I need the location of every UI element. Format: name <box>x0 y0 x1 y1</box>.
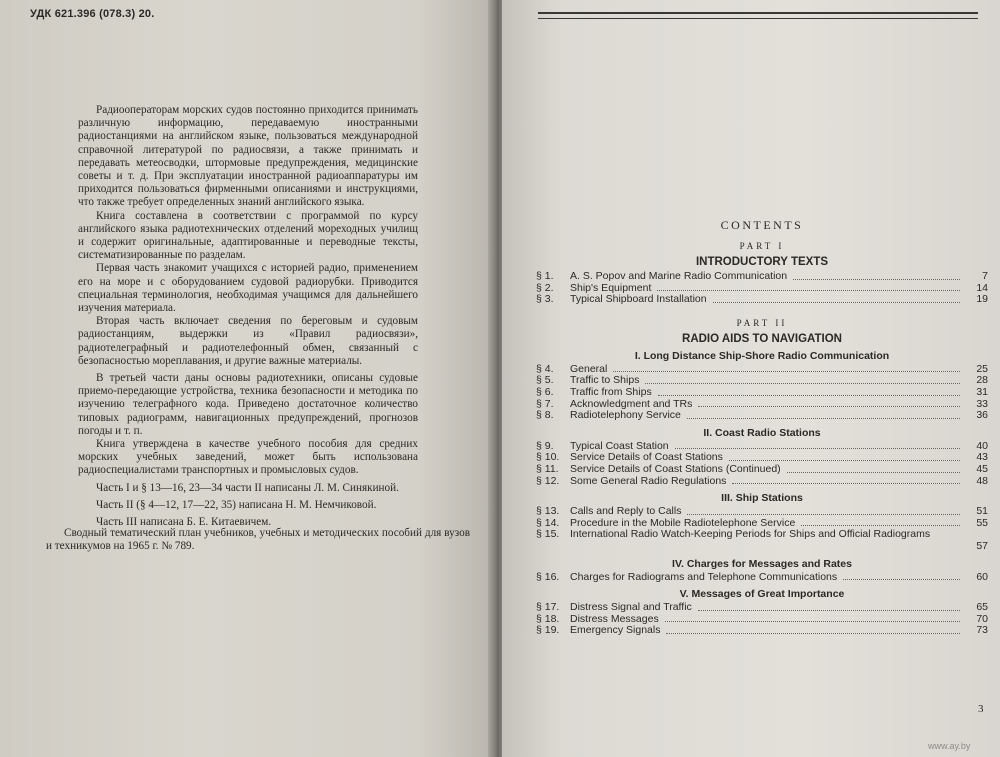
rule-thin <box>538 18 978 19</box>
annotation-text <box>78 104 418 529</box>
part-1-heading: INTRODUCTORY TEXTS <box>695 256 829 268</box>
dot-leader <box>801 525 960 526</box>
entry-number: § 19. <box>536 624 560 637</box>
dot-leader <box>729 460 960 461</box>
toc-entry <box>536 294 988 306</box>
entry-title: Distress Messages <box>570 612 659 625</box>
annotation-paragraph: Книга утверждена в качестве учебного пособия для средних морских учебных заведений, может быть использована радиоспециалистами транспортных и промысловых судов. <box>78 438 418 477</box>
entry-page: 60 <box>976 570 988 583</box>
entry-title: Service Details of Coast Stations <box>570 451 723 464</box>
section-heading: III. Ship Stations <box>721 492 803 505</box>
section-heading: I. Long Distance Ship-Shore Radio Communication <box>634 349 890 362</box>
left-page <box>0 0 492 757</box>
entry-number: § 17. <box>536 601 560 614</box>
entry-title: Typical Shipboard Installation <box>570 293 707 306</box>
entry-page: 19 <box>976 293 988 306</box>
toc-entry <box>536 506 988 518</box>
entry-title: Some General Radio Regulations <box>570 474 727 487</box>
dot-leader <box>787 472 960 473</box>
dot-leader <box>675 448 960 449</box>
watermark: www.ay.by <box>928 741 971 751</box>
entry-number: § 2. <box>536 281 554 294</box>
entry-number: § 16. <box>536 570 560 583</box>
dot-leader <box>687 418 960 419</box>
entry-page: 55 <box>976 516 988 529</box>
entry-page: 33 <box>976 397 988 410</box>
entry-title: A. S. Popov and Marine Radio Communication <box>570 270 788 282</box>
dot-leader <box>657 290 960 291</box>
entry-title: Calls and Reply to Calls <box>570 505 682 518</box>
annotation-paragraph: Первая часть знакомит учащихся с историей радио, применением его на море и с оборудованием судовой радиорубки. Приводится специальная терминология, необходимая учащимся для дальнейшего изучения материала. <box>78 262 418 315</box>
toc-entry <box>536 271 988 283</box>
entry-page: 25 <box>976 362 988 375</box>
entry-title: International Radio Watch-Keeping Periods for Ships and Official Radiograms <box>570 528 931 541</box>
section-heading: V. Messages of Great Importance <box>679 588 845 601</box>
dot-leader <box>698 610 960 611</box>
entry-title: Service Details of Coast Stations (Continued) <box>570 462 781 475</box>
entry-page: 7 <box>982 270 988 282</box>
entry-page: 40 <box>976 439 988 452</box>
toc-entry <box>536 476 988 488</box>
entry-number: § 14. <box>536 516 560 529</box>
toc-entry <box>536 572 988 584</box>
part-1-label: PART I <box>739 241 785 251</box>
toc-entry <box>536 529 988 541</box>
dot-leader <box>666 633 960 634</box>
authors-note: Часть III написана Б. Е. Китаевичем. <box>96 516 272 529</box>
dot-leader <box>658 395 960 396</box>
entry-number: § 4. <box>536 362 554 375</box>
entry-number: § 1. <box>536 270 554 282</box>
dot-leader <box>687 514 960 515</box>
dot-leader <box>613 371 960 372</box>
entry-page: 31 <box>976 385 988 398</box>
dot-leader <box>665 621 960 622</box>
entry-number: § 9. <box>536 439 554 452</box>
entry-number: § 13. <box>536 505 560 518</box>
entry-title: Ship's Equipment <box>570 281 652 294</box>
entry-page: 57 <box>976 539 988 552</box>
entry-page: 70 <box>976 612 988 625</box>
annotation-paragraph: Радиооператорам морских судов постоянно приходится принимать различную информацию, передаваемую иностранными радиостанциями на английском языке, пользоваться международной справочной литературой по радиосвязи, а также принимать и передавать метеосводки, штормовые предупреждения, медицинские советы и т. д. При эксплуатации иностранной радиоаппаратуры им приходится пользоваться фирменными описаниями и инструкциями, что также требует определенных знаний английского языка. <box>78 104 418 209</box>
entry-title: Acknowledgment and TRs <box>570 397 693 410</box>
dot-leader <box>843 579 960 580</box>
entry-title: Traffic to Ships <box>570 374 640 387</box>
entry-number: § 10. <box>536 451 560 464</box>
entry-title: Procedure in the Mobile Radiotelephone Service <box>570 516 796 529</box>
section-heading: IV. Charges for Messages and Rates <box>672 557 852 570</box>
toc-entry-page-line <box>536 541 988 553</box>
part-2-heading: RADIO AIDS TO NAVIGATION <box>682 332 842 345</box>
entry-number: § 15. <box>536 528 560 541</box>
entry-number: § 11. <box>536 462 559 475</box>
dot-leader <box>698 406 960 407</box>
annotation-paragraph: В третьей части даны основы радиотехники, описаны судовые приемо-передающие устройства, техника безопасности и методика по изучению телеграфного кода. Приведено достаточное количество типовых радиограмм, навигационных предупреждений, прогнозов погоды и т. п. <box>78 372 418 437</box>
entry-title: Charges for Radiograms and Telephone Communications <box>570 570 838 583</box>
entry-page: 65 <box>976 601 988 614</box>
entry-page: 14 <box>976 281 988 294</box>
entry-page: 28 <box>976 374 988 387</box>
entry-number: § 3. <box>536 293 554 306</box>
annotation-paragraph: Книга составлена в соответствии с программой по курсу английского языка радиотехнических отделений мореходных училищ и содержит оригинальные, адаптированные и переводные тексты, систематизированные по разделам. <box>78 209 418 262</box>
toc-entry <box>536 387 988 399</box>
entry-number: § 7. <box>536 397 554 410</box>
publication-plan-note: Сводный тематический план учебников, учебных и методических пособий для вузов и техникумов на 1965 г. № 789. <box>46 527 470 553</box>
entry-page: 73 <box>976 624 988 637</box>
dot-leader <box>713 302 960 303</box>
section-heading: II. Coast Radio Stations <box>703 426 821 439</box>
entry-number: § 12. <box>536 474 560 487</box>
table-of-contents <box>536 218 988 637</box>
toc-entry <box>536 464 988 476</box>
entry-number: § 8. <box>536 409 554 422</box>
entry-title: General <box>570 362 608 375</box>
entry-title: Typical Coast Station <box>570 439 669 452</box>
entry-number: § 5. <box>536 374 554 387</box>
dot-leader <box>645 383 960 384</box>
annotation-paragraph: Вторая часть включает сведения по береговым и судовым радиостанциям, выдержки из «Правил радиосвязи», радиотелеграфный и радиотелефонный обмен, связанный с безопасностью мореплавания, и другие важные материалы. <box>78 315 418 367</box>
toc-entry <box>536 602 988 614</box>
contents-title: CONTENTS <box>720 218 804 232</box>
entry-page: 43 <box>976 451 988 464</box>
rule-thick <box>538 12 978 14</box>
page-number: 3 <box>978 703 984 715</box>
part-2-label: PART II <box>736 317 788 328</box>
toc-entry <box>536 410 988 422</box>
entry-number: § 6. <box>536 385 554 398</box>
dot-leader <box>793 279 960 280</box>
entry-title: Emergency Signals <box>570 624 661 637</box>
header-rules <box>538 12 978 19</box>
toc-entry <box>536 625 988 637</box>
authors-note: Часть II (§ 4—12, 17—22, 35) написана Н. М. Немчиковой. <box>96 498 377 511</box>
spacer <box>536 541 964 553</box>
entry-page: 36 <box>976 409 988 422</box>
dot-leader <box>732 483 960 484</box>
entry-title: Distress Signal and Traffic <box>570 601 692 614</box>
authors-note: Часть I и § 13—16, 23—34 части II написаны Л. М. Синякиной. <box>96 481 399 494</box>
entry-number: § 18. <box>536 612 560 625</box>
entry-page: 45 <box>976 462 988 475</box>
entry-title: Traffic from Ships <box>570 385 652 398</box>
entry-title: Radiotelephony Service <box>570 409 681 422</box>
udk-code: УДК 621.396 (078.3) 20. <box>30 8 155 20</box>
entry-page: 51 <box>976 505 988 518</box>
entry-page: 48 <box>976 474 988 487</box>
